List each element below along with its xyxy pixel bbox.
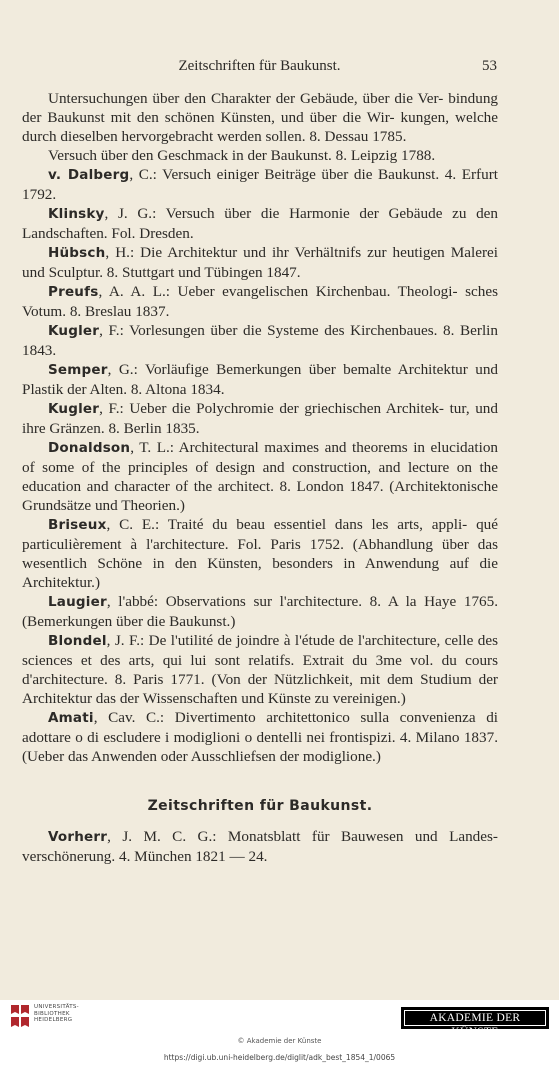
running-title: Zeitschriften für Baukunst. bbox=[178, 58, 341, 74]
opening-paragraph bbox=[22, 89, 498, 146]
entry-text: auf die Architektur.) bbox=[22, 555, 499, 591]
bibliography-entry bbox=[22, 592, 498, 631]
entry-text: dem Studium der Architektur das der Wissenschaften und Künste zu bbox=[22, 671, 498, 707]
akademie-label: AKADEMIE DER KÜNSTE bbox=[404, 1010, 546, 1026]
entry-text: lecture on the education and character of the architect. 8. London bbox=[22, 459, 499, 495]
entry-author: Donaldson bbox=[48, 440, 131, 456]
entry-text: , l'abbé: Observations sur l'architecture. 8. A la Haye bbox=[106, 593, 457, 610]
bibliography-entry bbox=[22, 438, 498, 515]
entry-text: , T. L.: Architectural maximes and theorems in bbox=[130, 439, 426, 456]
entry-text: di adottare o di escludere i modiglioni o dentelli nei frontispizi. 4. bbox=[22, 709, 499, 746]
entry-text: Milano 1837. (Ueber das Anwenden oder Ausschliefsen der modiglione.) bbox=[22, 729, 499, 765]
bibliography-entry bbox=[22, 204, 498, 243]
viewer-footer bbox=[0, 1000, 559, 1065]
entry-text: Versuch über den Geschmack in der Baukunst. 8. Leipzig 1788. bbox=[48, 147, 436, 164]
entry-text: , F.: Ueber die Polychromie der griechischen Architek- bbox=[99, 400, 444, 417]
library-name-line: HEIDELBERG bbox=[34, 1017, 73, 1023]
entry-text: sches Votum. 8. Breslau 1837. bbox=[22, 283, 498, 320]
bibliography-entry bbox=[22, 631, 498, 708]
bibliography-entry bbox=[22, 282, 498, 321]
ub-heidelberg-logo-icon[interactable] bbox=[8, 1002, 32, 1030]
entry-text: , J. G.: Versuch über die Harmonie der Gebäude zu bbox=[104, 205, 467, 222]
bibliography-entry bbox=[22, 243, 498, 282]
entry-author: Klinsky bbox=[48, 206, 105, 222]
entry-text: , A. A. L.: Ueber evangelischen Kirchenbau. Theologi- bbox=[98, 283, 458, 300]
entry-text: , J. M. C. G.: Monatsblatt für Bauwesen und Landes- bbox=[107, 828, 498, 845]
entry-text: 8. Berlin 1843. bbox=[22, 322, 498, 359]
page-body bbox=[22, 89, 498, 866]
bibliography-entry bbox=[22, 708, 498, 766]
bibliography-entry bbox=[22, 399, 498, 438]
entry-text: , Cav. C.: Divertimento architettonico sulla convenienza bbox=[93, 709, 476, 726]
entry-text: elucidation of some of the principles of design and construction, and bbox=[22, 439, 499, 476]
entry-text: Malerei und Sculptur. 8. Stuttgart und Tübingen 1847. bbox=[22, 244, 498, 281]
source-url-link[interactable]: https://digi.ub.uni-heidelberg.de/diglit/adk_best_1854_1/0065 bbox=[163, 1053, 396, 1062]
paragraph-text: Untersuchungen über den Charakter der Gebäude, über die Ver- bbox=[48, 90, 444, 107]
entry-text: 1847. (Architektonische Grundsätze und Theorien.) bbox=[22, 478, 499, 514]
entry-text: verschönerung. 4. München 1821 — 24. bbox=[22, 848, 268, 865]
akademie-der-kuenste-badge[interactable] bbox=[401, 1007, 549, 1038]
entry-text: den Landschaften. Fol. Dresden. bbox=[22, 205, 498, 242]
library-name[interactable] bbox=[34, 1004, 79, 1024]
entry-author: Kugler bbox=[48, 323, 100, 339]
paragraph-text: bindung der Baukunst mit den schönen Künsten, und über die Wir- bbox=[22, 90, 499, 126]
entry-author: Vorherr bbox=[48, 829, 108, 845]
entry-text: , H.: Die Architektur und ihr Verhältnifs zur heutigen bbox=[105, 244, 445, 261]
bibliography-entry bbox=[22, 827, 498, 866]
entry-author: Blondel bbox=[48, 633, 107, 649]
entry-author: Semper bbox=[48, 362, 108, 378]
entry-author: v. Dalberg bbox=[48, 167, 130, 183]
copyright-notice: © Akademie der Künste bbox=[237, 1037, 322, 1045]
library-name-line: UNIVERSITÄTS- bbox=[34, 1004, 79, 1010]
section-heading: Zeitschriften für Baukunst. bbox=[147, 798, 373, 814]
bibliography-entry bbox=[22, 321, 498, 360]
entry-author: Hübsch bbox=[48, 245, 106, 261]
entry-author: Amati bbox=[48, 710, 94, 726]
page-number: 53 bbox=[482, 58, 497, 74]
entry-text: und Plastik der Alten. 8. Altona 1834. bbox=[22, 361, 498, 398]
entry-text: 1765. (Bemerkungen über die Baukunst.) bbox=[22, 593, 499, 630]
entry-text: über das wesentlich Schöne in den Künsten, besonders in Anwendung bbox=[22, 536, 499, 572]
library-name-line: BIBLIOTHEK bbox=[34, 1010, 70, 1017]
bibliography-entry bbox=[22, 360, 498, 399]
bibliography-entry bbox=[22, 515, 498, 592]
entry-text: , C.: Versuch einiger Beiträge über die Baukunst. bbox=[129, 166, 440, 183]
paragraph-text: Dessau 1785. bbox=[324, 128, 407, 145]
entry-text: vereinigen.) bbox=[332, 690, 406, 707]
entry-author: Laugier bbox=[48, 594, 107, 610]
page-header bbox=[22, 58, 497, 82]
paragraph-text: kungen, welche durch dieselben hervorgebracht werden sollen. 8. bbox=[22, 109, 499, 145]
entry-text: du cours d'architecture. 8. Paris 1771. (Von der Nützlichkeit, mit bbox=[22, 652, 498, 688]
entry-text: , F.: Vorlesungen über die Systeme des Kirchenbaues. bbox=[99, 322, 438, 339]
entry-author: Briseux bbox=[48, 517, 107, 533]
entry-text: , C. E.: Traité du beau essentiel dans les arts, appli- bbox=[106, 516, 468, 533]
entry-text: celle des sciences et des arts, qui lui sont relatifs. Extrait du 3me vol. bbox=[22, 632, 498, 669]
entry-text: tur, und ihre Gränzen. 8. Berlin 1835. bbox=[22, 400, 498, 437]
entry-text: qué particulièrement à l'architecture. Fol. Paris 1752. (Abhandlung bbox=[22, 516, 498, 553]
entry-author: Preufs bbox=[48, 284, 99, 300]
bibliography-entry bbox=[22, 165, 498, 204]
entry-text: , J. F.: De l'utilité de joindre à l'étude de l'architecture, bbox=[106, 632, 441, 649]
entry-text: , G.: Vorläufige Bemerkungen über bemalte Architektur bbox=[107, 361, 468, 378]
entry-author: Kugler bbox=[48, 401, 100, 417]
entry-text: 4. Erfurt 1792. bbox=[22, 166, 498, 203]
bibliography-entry bbox=[22, 146, 498, 165]
